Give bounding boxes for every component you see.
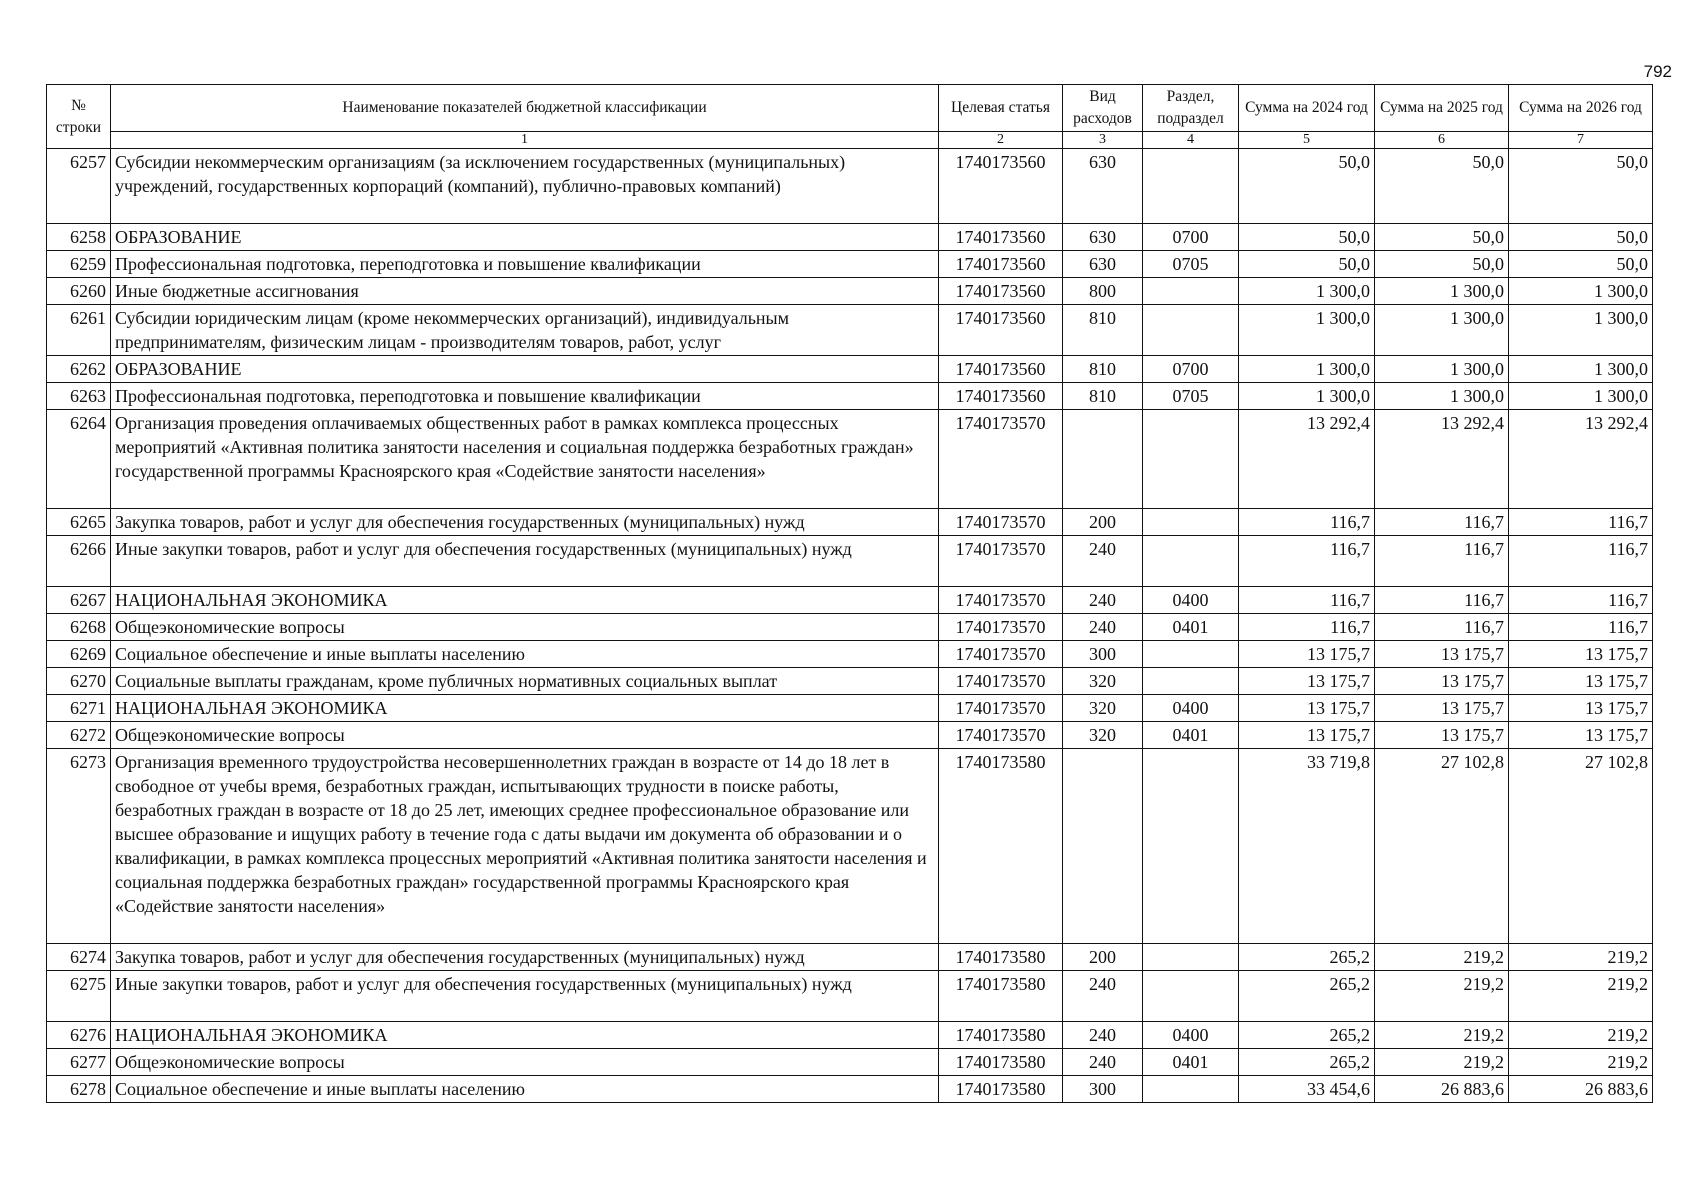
row-name: Социальное обеспечение и иные выплаты населению	[111, 641, 939, 668]
row-number: 6260	[47, 278, 111, 305]
row-target-article: 1740173570	[939, 722, 1063, 749]
row-sum-2025: 50,0	[1375, 149, 1509, 224]
row-section: 0700	[1143, 224, 1239, 251]
row-sum-2025: 50,0	[1375, 224, 1509, 251]
row-target-article: 1740173570	[939, 695, 1063, 722]
row-target-article: 1740173570	[939, 410, 1063, 509]
row-sum-2024: 50,0	[1239, 251, 1375, 278]
table-row	[47, 1049, 1653, 1076]
row-sum-2026: 1 300,0	[1509, 356, 1653, 383]
row-target-article: 1740173560	[939, 356, 1063, 383]
row-section: 0400	[1143, 695, 1239, 722]
column-number: 7	[1509, 132, 1653, 149]
row-sum-2024: 116,7	[1239, 536, 1375, 587]
row-number: 6268	[47, 614, 111, 641]
row-sum-2026: 13 175,7	[1509, 695, 1653, 722]
row-expense-type: 810	[1063, 356, 1143, 383]
column-number-row	[47, 132, 1653, 149]
row-sum-2025: 219,2	[1375, 944, 1509, 971]
header-sum-2025: Сумма на 2025 год	[1375, 85, 1509, 132]
row-target-article: 1740173560	[939, 224, 1063, 251]
row-section: 0700	[1143, 356, 1239, 383]
table-row	[47, 224, 1653, 251]
header-sum-2026: Сумма на 2026 год	[1509, 85, 1653, 132]
row-sum-2024: 1 300,0	[1239, 305, 1375, 356]
row-number: 6276	[47, 1022, 111, 1049]
table-row	[47, 251, 1653, 278]
row-sum-2026: 116,7	[1509, 587, 1653, 614]
row-section	[1143, 641, 1239, 668]
header-target-article: Целевая статья	[939, 85, 1063, 132]
row-sum-2024: 1 300,0	[1239, 278, 1375, 305]
row-section: 0400	[1143, 587, 1239, 614]
page-number: 792	[1643, 62, 1672, 81]
column-number: 4	[1143, 132, 1239, 149]
row-name: Общеэкономические вопросы	[111, 722, 939, 749]
table-row	[47, 1022, 1653, 1049]
row-expense-type: 630	[1063, 224, 1143, 251]
row-sum-2024: 265,2	[1239, 971, 1375, 1022]
row-sum-2026: 26 883,6	[1509, 1076, 1653, 1103]
row-target-article: 1740173570	[939, 587, 1063, 614]
row-sum-2026: 13 175,7	[1509, 722, 1653, 749]
row-sum-2026: 27 102,8	[1509, 749, 1653, 944]
row-number: 6269	[47, 641, 111, 668]
row-section	[1143, 1076, 1239, 1103]
row-expense-type: 320	[1063, 722, 1143, 749]
row-section: 0401	[1143, 614, 1239, 641]
row-expense-type: 240	[1063, 587, 1143, 614]
table-row	[47, 749, 1653, 944]
row-number: 6258	[47, 224, 111, 251]
row-section	[1143, 278, 1239, 305]
row-expense-type: 300	[1063, 641, 1143, 668]
row-target-article: 1740173570	[939, 641, 1063, 668]
row-name: Закупка товаров, работ и услуг для обеспечения государственных (муниципальных) нужд	[111, 509, 939, 536]
table-row	[47, 305, 1653, 356]
row-section: 0401	[1143, 1049, 1239, 1076]
row-number: 6265	[47, 509, 111, 536]
row-name: Организация временного трудоустройства несовершеннолетних граждан в возрасте от 14 до 18 лет в свободное от учебы время, безработных граждан, испытывающих трудности в поиске работы, безработных граждан в возрасте от 18 до 25 лет, имеющих среднее профессиональное образование или высшее образование и ищущих работу в течение года с даты выдачи им документа об образовании и о квалификации, в рамках комплекса процессных мероприятий «Активная политика занятости населения и социальная поддержка безработных граждан» государственной программы Красноярского края «Содействие занятости населения»	[111, 749, 939, 944]
column-number: 2	[939, 132, 1063, 149]
row-target-article: 1740173580	[939, 1022, 1063, 1049]
row-sum-2025: 1 300,0	[1375, 278, 1509, 305]
row-target-article: 1740173570	[939, 614, 1063, 641]
row-section	[1143, 668, 1239, 695]
row-number: 6264	[47, 410, 111, 509]
row-expense-type: 810	[1063, 305, 1143, 356]
header-expense-type: Вид расходов	[1063, 85, 1143, 132]
row-sum-2025: 13 292,4	[1375, 410, 1509, 509]
table-row	[47, 1076, 1653, 1103]
row-name: Иные закупки товаров, работ и услуг для обеспечения государственных (муниципальных) нужд	[111, 536, 939, 587]
row-sum-2026: 116,7	[1509, 509, 1653, 536]
table-row	[47, 944, 1653, 971]
row-sum-2024: 1 300,0	[1239, 383, 1375, 410]
row-number: 6275	[47, 971, 111, 1022]
row-number: 6271	[47, 695, 111, 722]
row-name: Субсидии некоммерческим организациям (за исключением государственных (муниципальных) учреждений, государственных корпораций (компаний), публично-правовых компаний)	[111, 149, 939, 224]
row-sum-2024: 116,7	[1239, 509, 1375, 536]
row-name: Организация проведения оплачиваемых общественных работ в рамках комплекса процессных мероприятий «Активная политика занятости населения и социальная поддержка безработных граждан» государственной программы Красноярского края «Содействие занятости населения»	[111, 410, 939, 509]
row-sum-2025: 13 175,7	[1375, 722, 1509, 749]
row-sum-2025: 116,7	[1375, 509, 1509, 536]
row-sum-2024: 116,7	[1239, 614, 1375, 641]
row-sum-2025: 13 175,7	[1375, 695, 1509, 722]
row-sum-2026: 50,0	[1509, 149, 1653, 224]
row-sum-2025: 13 175,7	[1375, 668, 1509, 695]
row-number: 6273	[47, 749, 111, 944]
row-name: НАЦИОНАЛЬНАЯ ЭКОНОМИКА	[111, 695, 939, 722]
row-sum-2025: 27 102,8	[1375, 749, 1509, 944]
table-row	[47, 641, 1653, 668]
row-sum-2025: 116,7	[1375, 587, 1509, 614]
column-number: 5	[1239, 132, 1375, 149]
row-sum-2024: 13 292,4	[1239, 410, 1375, 509]
row-expense-type: 630	[1063, 149, 1143, 224]
row-sum-2024: 50,0	[1239, 224, 1375, 251]
table-row	[47, 149, 1653, 224]
row-sum-2024: 33 454,6	[1239, 1076, 1375, 1103]
row-name: Социальные выплаты гражданам, кроме публичных нормативных социальных выплат	[111, 668, 939, 695]
row-sum-2024: 116,7	[1239, 587, 1375, 614]
row-sum-2025: 50,0	[1375, 251, 1509, 278]
column-number: 3	[1063, 132, 1143, 149]
row-sum-2024: 33 719,8	[1239, 749, 1375, 944]
row-expense-type: 240	[1063, 971, 1143, 1022]
table-row	[47, 278, 1653, 305]
row-name: Закупка товаров, работ и услуг для обеспечения государственных (муниципальных) нужд	[111, 944, 939, 971]
row-number: 6270	[47, 668, 111, 695]
row-number: 6277	[47, 1049, 111, 1076]
row-section: 0705	[1143, 251, 1239, 278]
table-row	[47, 356, 1653, 383]
row-number: 6278	[47, 1076, 111, 1103]
row-sum-2026: 1 300,0	[1509, 383, 1653, 410]
row-target-article: 1740173580	[939, 749, 1063, 944]
row-target-article: 1740173560	[939, 251, 1063, 278]
table-row	[47, 614, 1653, 641]
row-sum-2026: 116,7	[1509, 536, 1653, 587]
row-sum-2024: 13 175,7	[1239, 641, 1375, 668]
row-name: Общеэкономические вопросы	[111, 614, 939, 641]
row-name: Социальное обеспечение и иные выплаты населению	[111, 1076, 939, 1103]
header-name: Наименование показателей бюджетной классификации	[111, 85, 939, 132]
table-row	[47, 587, 1653, 614]
row-name: Профессиональная подготовка, переподготовка и повышение квалификации	[111, 251, 939, 278]
row-expense-type: 300	[1063, 1076, 1143, 1103]
table-row	[47, 971, 1653, 1022]
row-target-article: 1740173580	[939, 1076, 1063, 1103]
row-expense-type: 810	[1063, 383, 1143, 410]
row-number: 6272	[47, 722, 111, 749]
row-name: НАЦИОНАЛЬНАЯ ЭКОНОМИКА	[111, 587, 939, 614]
row-number: 6262	[47, 356, 111, 383]
row-sum-2025: 13 175,7	[1375, 641, 1509, 668]
header-sum-2024: Сумма на 2024 год	[1239, 85, 1375, 132]
table-row	[47, 722, 1653, 749]
row-section: 0401	[1143, 722, 1239, 749]
row-sum-2026: 50,0	[1509, 251, 1653, 278]
row-section	[1143, 305, 1239, 356]
row-sum-2026: 219,2	[1509, 971, 1653, 1022]
row-expense-type: 240	[1063, 614, 1143, 641]
row-name: Профессиональная подготовка, переподготовка и повышение квалификации	[111, 383, 939, 410]
row-expense-type: 200	[1063, 509, 1143, 536]
row-section	[1143, 509, 1239, 536]
row-expense-type: 200	[1063, 944, 1143, 971]
row-sum-2025: 219,2	[1375, 1022, 1509, 1049]
row-section	[1143, 944, 1239, 971]
table-row	[47, 410, 1653, 509]
row-sum-2026: 1 300,0	[1509, 278, 1653, 305]
row-sum-2025: 1 300,0	[1375, 383, 1509, 410]
row-sum-2026: 219,2	[1509, 944, 1653, 971]
row-section	[1143, 410, 1239, 509]
row-name: ОБРАЗОВАНИЕ	[111, 356, 939, 383]
row-sum-2024: 265,2	[1239, 1049, 1375, 1076]
table-row	[47, 695, 1653, 722]
row-sum-2026: 13 292,4	[1509, 410, 1653, 509]
row-sum-2024: 265,2	[1239, 1022, 1375, 1049]
row-name: Иные бюджетные ассигнования	[111, 278, 939, 305]
row-expense-type: 240	[1063, 1049, 1143, 1076]
row-sum-2026: 219,2	[1509, 1022, 1653, 1049]
row-name: Общеэкономические вопросы	[111, 1049, 939, 1076]
row-sum-2025: 26 883,6	[1375, 1076, 1509, 1103]
row-name: НАЦИОНАЛЬНАЯ ЭКОНОМИКА	[111, 1022, 939, 1049]
row-expense-type: 320	[1063, 695, 1143, 722]
row-number: 6261	[47, 305, 111, 356]
row-target-article: 1740173570	[939, 668, 1063, 695]
row-target-article: 1740173580	[939, 971, 1063, 1022]
row-target-article: 1740173570	[939, 536, 1063, 587]
row-sum-2025: 1 300,0	[1375, 305, 1509, 356]
row-name: ОБРАЗОВАНИЕ	[111, 224, 939, 251]
row-sum-2026: 50,0	[1509, 224, 1653, 251]
row-number: 6263	[47, 383, 111, 410]
row-number: 6274	[47, 944, 111, 971]
row-section	[1143, 749, 1239, 944]
row-number: 6257	[47, 149, 111, 224]
row-sum-2025: 116,7	[1375, 536, 1509, 587]
row-sum-2024: 1 300,0	[1239, 356, 1375, 383]
row-number: 6267	[47, 587, 111, 614]
row-section: 0705	[1143, 383, 1239, 410]
row-target-article: 1740173560	[939, 305, 1063, 356]
column-number: 6	[1375, 132, 1509, 149]
row-sum-2026: 116,7	[1509, 614, 1653, 641]
row-sum-2025: 219,2	[1375, 1049, 1509, 1076]
row-expense-type	[1063, 410, 1143, 509]
row-sum-2024: 13 175,7	[1239, 695, 1375, 722]
row-sum-2025: 1 300,0	[1375, 356, 1509, 383]
row-name: Субсидии юридическим лицам (кроме некоммерческих организаций), индивидуальным предпринимателям, физическим лицам - производителям товаров, работ, услуг	[111, 305, 939, 356]
row-sum-2026: 219,2	[1509, 1049, 1653, 1076]
table-row	[47, 668, 1653, 695]
row-sum-2026: 13 175,7	[1509, 668, 1653, 695]
row-name: Иные закупки товаров, работ и услуг для обеспечения государственных (муниципальных) нужд	[111, 971, 939, 1022]
row-number: 6259	[47, 251, 111, 278]
row-expense-type: 630	[1063, 251, 1143, 278]
column-number: 1	[111, 132, 939, 149]
row-number: 6266	[47, 536, 111, 587]
row-expense-type	[1063, 749, 1143, 944]
row-sum-2024: 13 175,7	[1239, 722, 1375, 749]
row-sum-2024: 13 175,7	[1239, 668, 1375, 695]
row-sum-2024: 50,0	[1239, 149, 1375, 224]
row-section	[1143, 971, 1239, 1022]
row-section: 0400	[1143, 1022, 1239, 1049]
row-section	[1143, 149, 1239, 224]
row-expense-type: 320	[1063, 668, 1143, 695]
row-sum-2025: 116,7	[1375, 614, 1509, 641]
row-target-article: 1740173570	[939, 509, 1063, 536]
row-expense-type: 240	[1063, 1022, 1143, 1049]
table-row	[47, 536, 1653, 587]
row-sum-2025: 219,2	[1375, 971, 1509, 1022]
row-sum-2026: 1 300,0	[1509, 305, 1653, 356]
header-section: Раздел, подраздел	[1143, 85, 1239, 132]
row-section	[1143, 536, 1239, 587]
table-body	[47, 149, 1653, 1103]
row-target-article: 1740173560	[939, 149, 1063, 224]
row-expense-type: 240	[1063, 536, 1143, 587]
budget-table	[46, 84, 1653, 1103]
table-row	[47, 509, 1653, 536]
row-expense-type: 800	[1063, 278, 1143, 305]
row-target-article: 1740173580	[939, 944, 1063, 971]
row-target-article: 1740173560	[939, 278, 1063, 305]
header-row-number: № строки	[47, 85, 111, 149]
table-row	[47, 383, 1653, 410]
row-sum-2024: 265,2	[1239, 944, 1375, 971]
row-target-article: 1740173560	[939, 383, 1063, 410]
row-target-article: 1740173580	[939, 1049, 1063, 1076]
table-header	[47, 85, 1653, 149]
row-sum-2026: 13 175,7	[1509, 641, 1653, 668]
